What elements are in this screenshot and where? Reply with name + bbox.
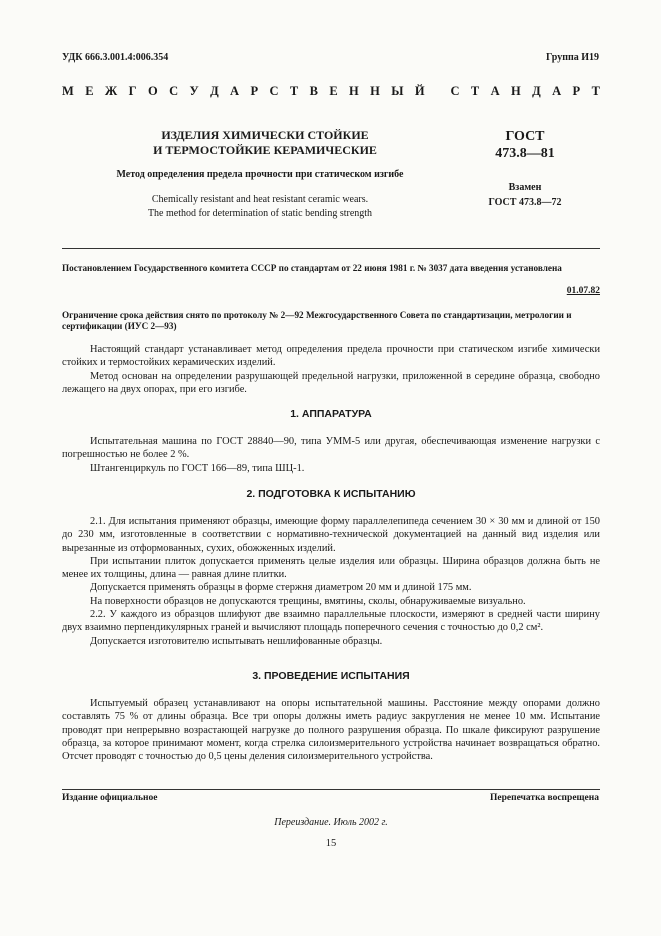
banner-letter: У: [189, 84, 199, 98]
document-title: [100, 128, 430, 158]
banner-gap: [436, 84, 439, 99]
english-title-line: The method for determination of static bending strength: [147, 208, 373, 219]
group-code: Группа И19: [546, 52, 599, 63]
paragraph: 2.1. Для испытания применяют образцы, имеющие форму параллелепипеда сечением 30 × 30 мм и длиной от 150 до 230 мм, изготовленные в соответствии с нормативно-технической документацией на данный вид изделия или вырезанные из отформованных, сухих, обожженных изделий.: [62, 516, 600, 554]
footer-divider: [62, 789, 600, 790]
english-title-line: Chemically resistant and heat resistant ceramic wears.: [151, 194, 369, 205]
page-number: 15: [325, 838, 337, 849]
section-heading-preparation: 2. ПОДГОТОВКА К ИСПЫТАНИЮ: [246, 488, 416, 500]
paragraph: Испытуемый образец устанавливают на опоры испытательной машины. Расстояние между опорами должно составлять 75 % от длины образца. Все три опоры должны иметь радиус закругления не менее 10 мм. Испытание проводят при непрерывно возрастающей нагрузке до полного разрушения образца. По шкале фиксируют разрушение образца, за которое принимают момент, когда стрелка силоизмерительного устройства начинает возвращаться обратно. Отсчет проводят с точностью до 0,5 цены деления силоизмерительного устройства.: [62, 698, 600, 763]
banner-letter: Ы: [391, 84, 404, 98]
banner-letter: С: [269, 84, 279, 98]
replaces-standard: ГОСТ 473.8—72: [488, 197, 562, 208]
banner-letter: Н: [511, 84, 521, 98]
replaces-block: [470, 180, 580, 210]
banner-letter: Н: [370, 84, 380, 98]
gost-designation: [470, 128, 580, 162]
banner-letter: Т: [591, 84, 600, 98]
banner-letter: О: [147, 84, 158, 98]
official-edition-label: Издание официальное: [62, 793, 158, 803]
gost-number: 473.8—81: [495, 146, 555, 161]
reprint-prohibited-label: Перепечатка воспрещена: [489, 793, 599, 803]
banner-letter: Г: [128, 84, 137, 98]
banner-letter: А: [490, 84, 500, 98]
gost-label: ГОСТ: [505, 129, 545, 144]
paragraph: Штангенциркуль по ГОСТ 166—89, типа ШЦ-1.: [90, 462, 305, 474]
banner-letter: А: [552, 84, 562, 98]
paragraph: Настоящий стандарт устанавливает метод определения предела прочности при статическом изгибе химически стойких и термостойких керамических изделий.: [62, 344, 600, 369]
banner-letter: Д: [210, 84, 219, 98]
banner-letter: Е: [329, 84, 338, 98]
banner-letter: А: [230, 84, 240, 98]
banner-letter: Р: [250, 84, 259, 98]
banner-letter: Д: [532, 84, 541, 98]
introduction-date: 01.07.82: [566, 286, 600, 296]
restriction-note: Ограничение срока действия снято по протоколу № 2—92 Межгосударственного Совета по стандартизации, метрологии и сертификации (ИУС 2—93): [62, 310, 572, 331]
title-line: ИЗДЕЛИЯ ХИМИЧЕСКИ СТОЙКИЕ: [161, 128, 369, 142]
paragraph: Испытательная машина по ГОСТ 28840—90, типа УММ-5 или другая, обеспечивающая изменение нагрузки с погрешностью не более 2 %.: [62, 436, 600, 461]
section-body-testing: [62, 697, 600, 763]
banner-letter: Й: [414, 84, 425, 98]
interstate-standard-banner: [62, 84, 600, 99]
banner-letter: Р: [572, 84, 581, 98]
banner-letter: С: [450, 84, 460, 98]
paragraph: На поверхности образцов не допускаются трещины, вмятины, сколы, обнаруживаемые визуально.: [90, 595, 526, 607]
paragraph: Метод основан на определении разрушающей предельной нагрузки, приложенной в середине образца, свободно лежащего на двух опорах, при его изгибе.: [62, 370, 600, 395]
banner-letter: Н: [349, 84, 359, 98]
paragraph: 2.2. У каждого из образцов шлифуют две взаимно параллельные плоскости, измеряют в средней части ширину двух взаимно перпендикулярных граней и вычисляют площадь поперечного сечения с точностью до 0,2 см².: [62, 609, 600, 634]
section-heading-testing: 3. ПРОВЕДЕНИЕ ИСПЫТАНИЯ: [252, 670, 410, 682]
banner-letter: Т: [470, 84, 480, 98]
banner-letter: Ж: [104, 84, 118, 98]
section-body-preparation: [62, 515, 600, 648]
banner-letter: Е: [85, 84, 94, 98]
banner-letter: Т: [289, 84, 299, 98]
decree-text: Постановлением Государственного комитета СССР по стандартам от 22 июня 1981 г. № 3037 дата введения установлена: [62, 263, 562, 273]
english-title: [110, 193, 410, 221]
banner-letter: М: [62, 84, 74, 98]
paragraph: Допускается изготовителю испытывать нешлифованные образцы.: [90, 635, 383, 647]
reissue-note: Переиздание. Июль 2002 г.: [274, 817, 388, 828]
paragraph: Допускается применять образцы в форме стержня диаметром 20 мм и длиной 175 мм.: [90, 582, 472, 594]
banner-letter: В: [309, 84, 318, 98]
header-divider: [62, 248, 600, 249]
intro-text: [62, 343, 600, 396]
udk-code: УДК 666.3.001.4:006.354: [62, 52, 169, 63]
section-heading-apparatus: 1. АППАРАТУРА: [290, 408, 372, 420]
document-subtitle: Метод определения предела прочности при статическом изгибе: [116, 169, 404, 180]
replaces-label: Взамен: [508, 182, 542, 193]
paragraph: При испытании плиток допускается применять целые изделия или образцы. Ширина образцов должна быть не менее их толщины, длина — равная длине плитки.: [62, 555, 600, 581]
title-line: И ТЕРМОСТОЙКИЕ КЕРАМИЧЕСКИЕ: [153, 143, 377, 157]
section-body-apparatus: [62, 435, 600, 475]
banner-letter: С: [169, 84, 179, 98]
